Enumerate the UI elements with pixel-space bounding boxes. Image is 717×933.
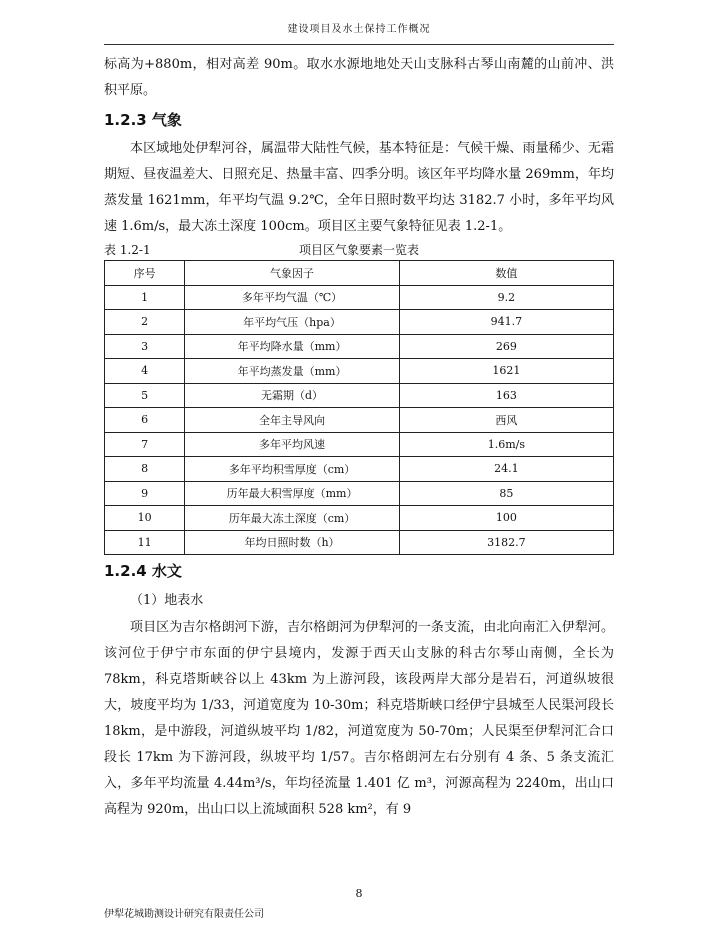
table-row — [105, 310, 614, 335]
subsection-surface-water: （1）地表水 — [130, 593, 204, 608]
section-title-climate: 1.2.3 气象 — [104, 111, 182, 129]
weather-table — [104, 260, 614, 555]
table-number: 表 1.2-1 — [104, 243, 151, 257]
row-value: 269 — [399, 334, 613, 359]
row-value: 85 — [399, 481, 613, 506]
document-body — [104, 52, 614, 823]
row-factor: 历年最大积雪厚度（mm） — [185, 481, 399, 506]
row-factor: 年平均降水量（mm） — [185, 334, 399, 359]
table-row — [105, 530, 614, 555]
row-value: 9.2 — [399, 285, 613, 310]
section-title-hydrology: 1.2.4 水文 — [104, 562, 182, 580]
row-value: 1621 — [399, 359, 613, 384]
row-value: 24.1 — [399, 457, 613, 482]
table-row — [105, 359, 614, 384]
row-factor: 全年主导风向 — [185, 408, 399, 433]
row-value: 163 — [399, 383, 613, 408]
table-row — [105, 383, 614, 408]
row-value: 西风 — [399, 408, 613, 433]
table-header-row — [105, 261, 614, 286]
header-index: 序号 — [105, 261, 185, 286]
row-factor: 年平均气压（hpa） — [185, 310, 399, 335]
row-index: 2 — [105, 310, 185, 335]
header-factor: 气象因子 — [185, 261, 399, 286]
table-row — [105, 457, 614, 482]
row-factor: 多年平均气温（℃） — [185, 285, 399, 310]
row-factor: 多年平均积雪厚度（cm） — [185, 457, 399, 482]
row-index: 6 — [105, 408, 185, 433]
table-row — [105, 285, 614, 310]
row-index: 9 — [105, 481, 185, 506]
row-index: 4 — [105, 359, 185, 384]
row-value: 100 — [399, 506, 613, 531]
row-index: 10 — [105, 506, 185, 531]
table-row — [105, 334, 614, 359]
table-row — [105, 408, 614, 433]
row-value: 941.7 — [399, 310, 613, 335]
footer-company: 伊犁花城勘测设计研究有限责任公司 — [104, 909, 264, 920]
table-row — [105, 481, 614, 506]
header-divider — [104, 44, 614, 45]
header-value: 数值 — [399, 261, 613, 286]
row-index: 7 — [105, 432, 185, 457]
page-number: 8 — [355, 887, 363, 900]
page-header: 建设项目及水土保持工作概况 — [287, 24, 431, 35]
table-row — [105, 506, 614, 531]
row-index: 11 — [105, 530, 185, 555]
row-factor: 年平均蒸发量（mm） — [185, 359, 399, 384]
climate-paragraph: 本区域地处伊犁河谷，属温带大陆性气候，基本特征是：气候干燥、雨量稀少、无霜期短、昼夜温差大、日照充足、热量丰富、四季分明。该区年平均降水量 269mm，年均蒸发量 1621mm，年平均气温 9.2℃，全年日照时数平均达 3182.7 小时，多年平均风速 1.6m/s，最大冻土深度 100cm。项目区主要气象特征见表 1.2-1。 — [104, 141, 614, 234]
row-factor: 年均日照时数（h） — [185, 530, 399, 555]
row-index: 8 — [105, 457, 185, 482]
row-factor: 无霜期（d） — [185, 383, 399, 408]
table-row — [105, 432, 614, 457]
row-index: 5 — [105, 383, 185, 408]
row-factor: 多年平均风速 — [185, 432, 399, 457]
row-value: 3182.7 — [399, 530, 613, 555]
row-value: 1.6m/s — [399, 432, 613, 457]
intro-paragraph: 标高为+880m，相对高差 90m。取水水源地地处天山支脉科古琴山南麓的山前冲、洪积平原。 — [104, 57, 614, 98]
hydrology-paragraph: 项目区为吉尔格朗河下游，吉尔格朗河为伊犁河的一条支流，由北向南汇入伊犁河。该河位于伊宁市东面的伊宁县境内，发源于西天山支脉的科古尔琴山南侧，全长为 78km，科克塔斯峡谷以上 43km 为上游河段，该段两岸大部分是岩石，河道纵坡很大，坡度平均为 1/33，河道宽度为 10-30m；科克塔斯峡口经伊宁县城至人民渠河段长 18km，是中游段，河道纵坡平均 1/82，河道宽度为 50-70m；人民渠至伊犁河汇合口段长 17km 为下游河段，纵坡平均 1/57。吉尔格朗河左右分别有 4 条、5 条支流汇入，多年平均流量 4.44m³/s，年均径流量 1.401 亿 m³，河源高程为 2240m，出山口高程为 920m，出山口以上流域面积 528 km²，有 9 — [104, 620, 614, 817]
row-index: 1 — [105, 285, 185, 310]
row-index: 3 — [105, 334, 185, 359]
table-title: 项目区气象要素一览表 — [298, 243, 419, 257]
table-caption — [104, 240, 614, 260]
row-factor: 历年最大冻土深度（cm） — [185, 506, 399, 531]
